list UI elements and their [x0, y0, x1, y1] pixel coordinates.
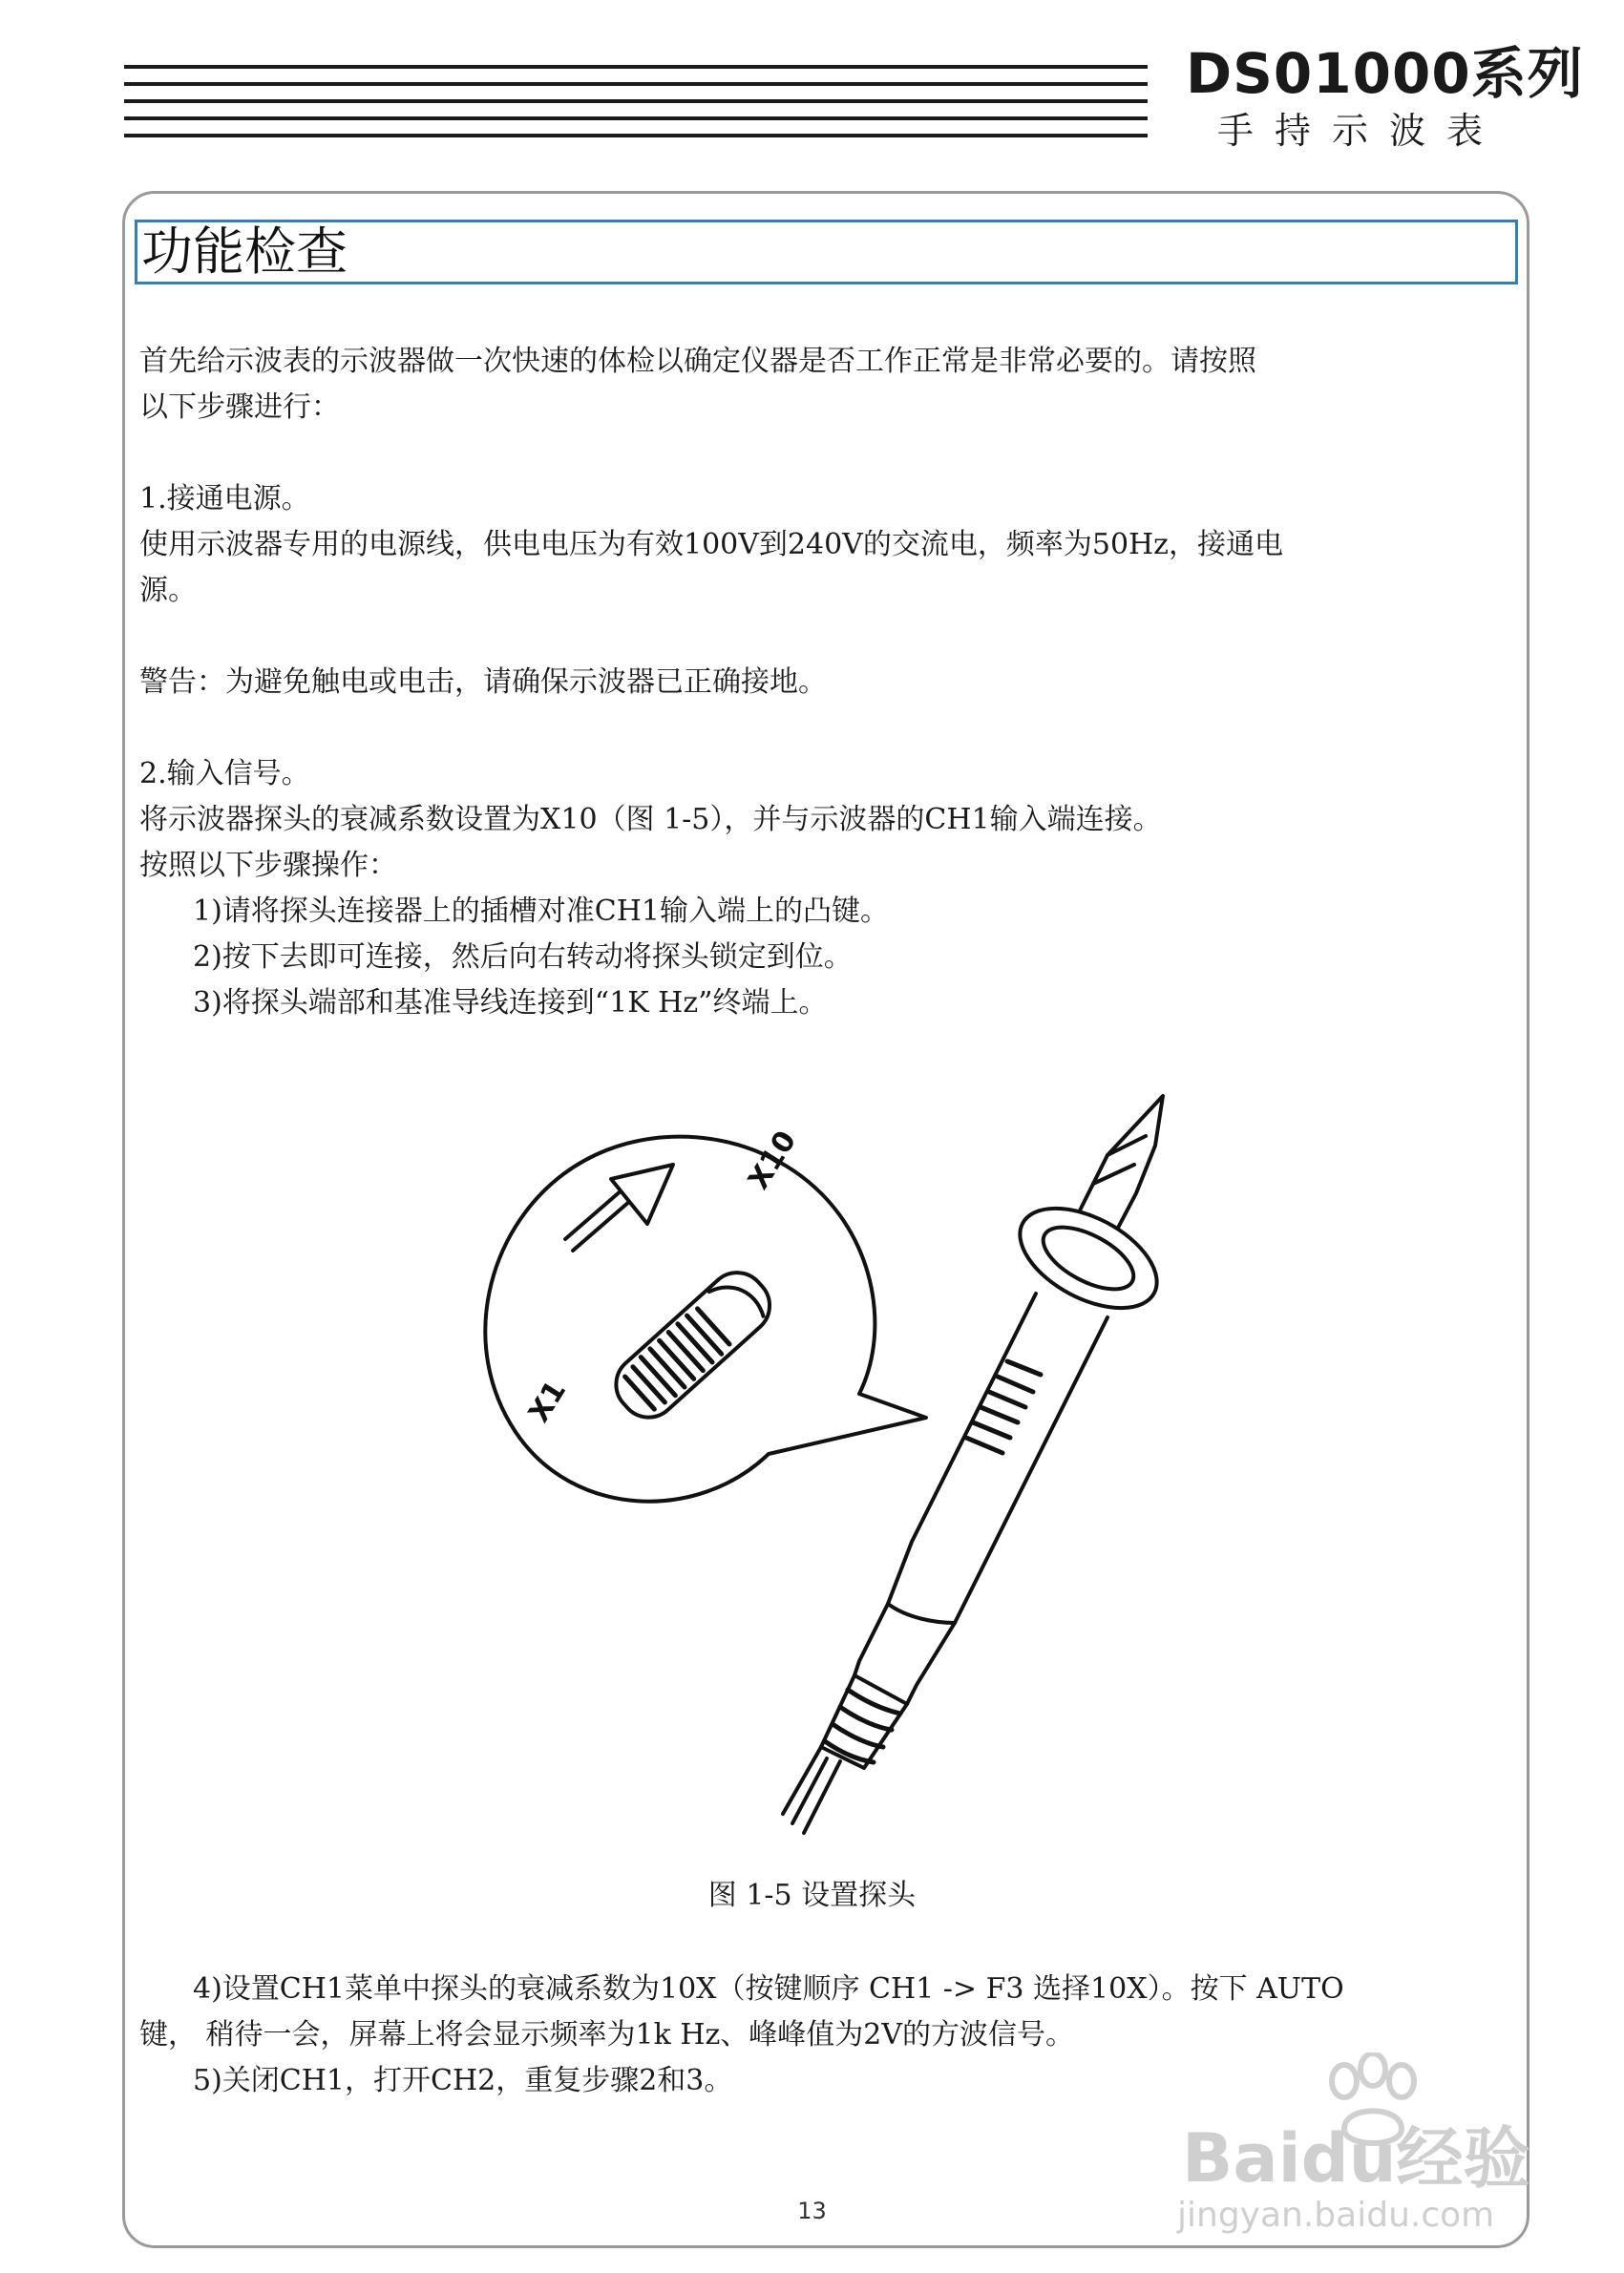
section-title: 功能检查: [135, 220, 1518, 284]
step5-line: 5)关闭CH1，打开CH2，重复步骤2和3。: [193, 2064, 733, 2097]
label-x1: X1: [522, 1375, 574, 1429]
watermark-brand: Baidu经验: [1182, 2119, 1530, 2198]
intro-line-2: 以下步骤进行：: [139, 390, 340, 424]
probe-illustration: [477, 1088, 1203, 1852]
page-number: 13: [797, 2198, 827, 2224]
substep-2: 2)按下去即可连接，然后向右转动将探头锁定到位。: [193, 940, 853, 974]
watermark-url: jingyan.baidu.com: [1177, 2196, 1495, 2235]
figure-caption: 图 1-5 设置探头: [707, 1879, 917, 1912]
baidu-watermark: [1172, 2052, 1554, 2253]
step4-line-1: 4)设置CH1菜单中探头的衰减系数为10X（按键顺序 CH1 -> F3 选择10X）。按下 AUTO: [193, 1972, 1344, 2006]
step2-heading: 2.输入信号。: [139, 757, 310, 790]
step4-line-2: 键， 稍待一会，屏幕上将会显示频率为1k Hz、峰峰值为2V的方波信号。: [139, 2018, 1075, 2052]
series-title: DS01000系列: [1186, 41, 1584, 106]
label-x10: X10: [742, 1125, 804, 1196]
intro-line-1: 首先给示波表的示波器做一次快速的体检以确定仪器是否工作正常是非常必要的。请按照: [139, 345, 1256, 378]
step2-line-2: 按照以下步骤操作：: [139, 849, 397, 882]
warning-text: 警告：为避免触电或电击，请确保示波器已正确接地。: [139, 665, 827, 699]
probe-body: [783, 1096, 1173, 1833]
substep-3: 3)将探头端部和基准导线连接到“1K Hz”终端上。: [193, 986, 828, 1020]
step2-line-1: 将示波器探头的衰减系数设置为X10（图 1-5），并与示波器的CH1输入端连接。: [139, 803, 1162, 836]
body-text-upper: [139, 339, 1514, 1026]
substep-1: 1)请将探头连接器上的插槽对准CH1输入端上的凸键。: [193, 894, 889, 928]
step1-line-1: 使用示波器专用的电源线，供电电压为有效100V到240V的交流电，频率为50Hz，接通电: [139, 528, 1283, 561]
series-subtitle: 手持示波表: [1217, 110, 1505, 152]
header-rule-lines: [124, 65, 1148, 141]
step1-heading: 1.接通电源。: [139, 482, 310, 516]
step1-line-2: 源。: [139, 574, 197, 607]
